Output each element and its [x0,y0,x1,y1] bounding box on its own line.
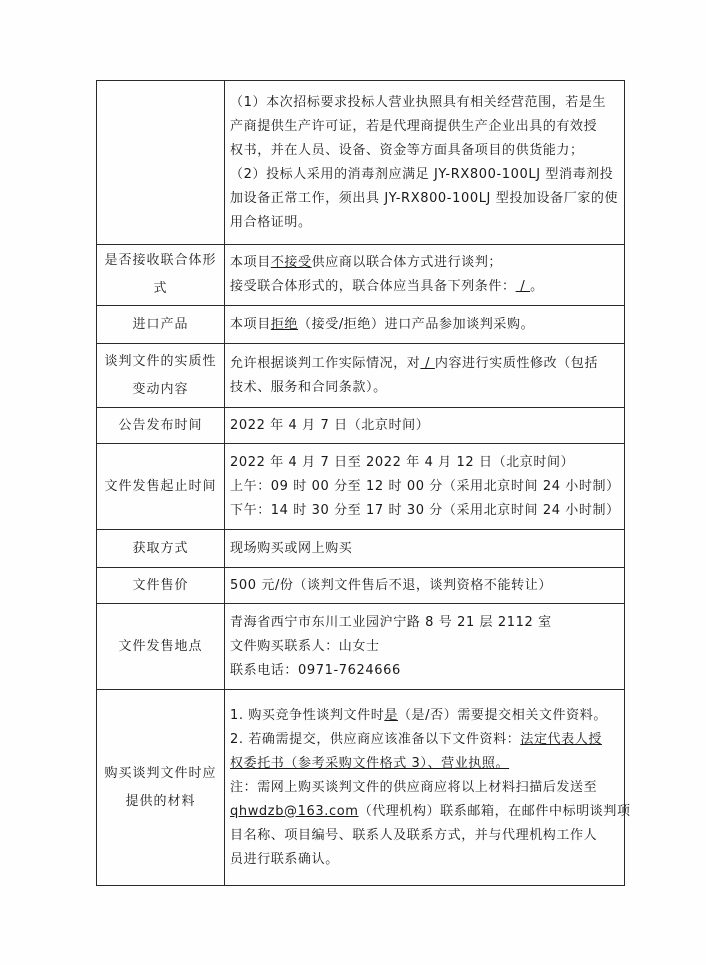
table-row-consortium [97,245,625,306]
text-line: 2022 年 4 月 7 日至 2022 年 4 月 12 日（北京时间） [230,454,575,470]
sale-location-content [225,604,625,690]
required-materials-content [225,690,631,886]
text-line: 现场购买或网上购买 [230,540,353,556]
announcement-time-content [225,408,625,444]
row-label-import-products: 进口产品 [97,306,225,344]
substantive-changes-content [225,344,625,408]
text-line: 权书，并在人员、设备、资金等方面具备项目的供货能力； [230,142,584,158]
text-line: 权委托书（参考采购文件格式 3）、营业执照。 [230,755,510,771]
row-label-substantive-changes: 谈判文件的实质性 变动内容 [97,344,225,408]
text-line: 接受联合体形式的，联合体应当具备下列条件： / 。 [230,279,544,294]
row-label-required-materials: 购买谈判文件时应 提供的材料 [97,690,225,886]
qualification-requirements [225,81,625,245]
text-line: 产商提供生产许可证，若是代理商提供生产企业出具的有效授 [230,118,598,134]
text-line: （1）本次招标要求投标人营业执照具有相关经营范围，若是生 [230,94,607,110]
text-line: 青海省西宁市东川工业园沪宁路 8 号 21 层 2112 室 [230,614,552,630]
row-label-sale-period: 文件发售起止时间 [97,444,225,530]
text-line: 本项目不接受供应商以联合体方式进行谈判； [230,255,503,270]
text-line: 用合格证明。 [230,214,312,230]
text-line: 注：需网上购买谈判文件的供应商应将以上材料扫描后发送至 [230,779,598,795]
table-row-required-materials [97,690,625,886]
text-line: 允许根据谈判工作实际情况，对 / 内容进行实质性修改（包括 [230,355,599,371]
row-label-acquisition-method: 获取方式 [97,530,225,568]
row-label-document-price: 文件售价 [97,568,225,604]
document-price-content [225,568,625,604]
agency-email: qhwdzb@163.com [230,803,359,819]
text-line: 文件购买联系人：山女士 [230,638,380,654]
row-label-announcement-time: 公告发布时间 [97,408,225,444]
consortium-content [225,245,625,306]
text-line: 2. 若确需提交，供应商应该准备以下文件资料：法定代表人授 [230,731,602,747]
text-line: 上午：09 时 00 分至 12 时 00 分（采用北京时间 24 小时制） [230,478,620,494]
text-line: （2）投标人采用的消毒剂应满足 JY-RX800-100LJ 型消毒剂投 [230,166,614,182]
text-line: 联系电话：0971-7624666 [230,662,401,678]
text-line: 本项目拒绝（接受/拒绝）进口产品参加谈判采购。 [230,316,535,332]
table-row-import-products [97,306,625,344]
text-line: 2022 年 4 月 7 日（北京时间） [230,417,430,433]
acquisition-method-content [225,530,625,568]
text-line: 目名称、项目编号、联系人及联系方式，并与代理机构工作人 [230,827,598,843]
text-line: qhwdzb@163.com（代理机构）联系邮箱，在邮件中标明谈判项 [230,803,631,819]
table-row-announcement-time [97,408,625,444]
procurement-info-table [96,80,631,886]
text-line: 下午：14 时 30 分至 17 时 30 分（采用北京时间 24 小时制） [230,502,620,518]
row-label-consortium: 是否接收联合体形 式 [97,245,225,306]
table-row-document-price [97,568,625,604]
text-line: 1. 购买竞争性谈判文件时是（是/否）需要提交相关文件资料。 [230,707,607,723]
text-line: 加设备正常工作，须出具 JY-RX800-100LJ 型投加设备厂家的使 [230,190,619,206]
sale-period-content [225,444,625,530]
table-row-acquisition-method [97,530,625,568]
table-row-sale-location [97,604,625,690]
row-label-empty [97,81,225,245]
row-label-sale-location: 文件发售地点 [97,604,225,690]
table-row-substantive-changes [97,344,625,408]
text-line: 技术、服务和合同条款）。 [230,379,387,395]
import-products-content [225,306,625,344]
text-line: 员进行联系确认。 [230,851,339,867]
table-row-sale-period [97,444,625,530]
table-row-qualification [97,81,625,245]
text-line: 500 元/份（谈判文件售后不退，谈判资格不能转让） [230,577,552,593]
